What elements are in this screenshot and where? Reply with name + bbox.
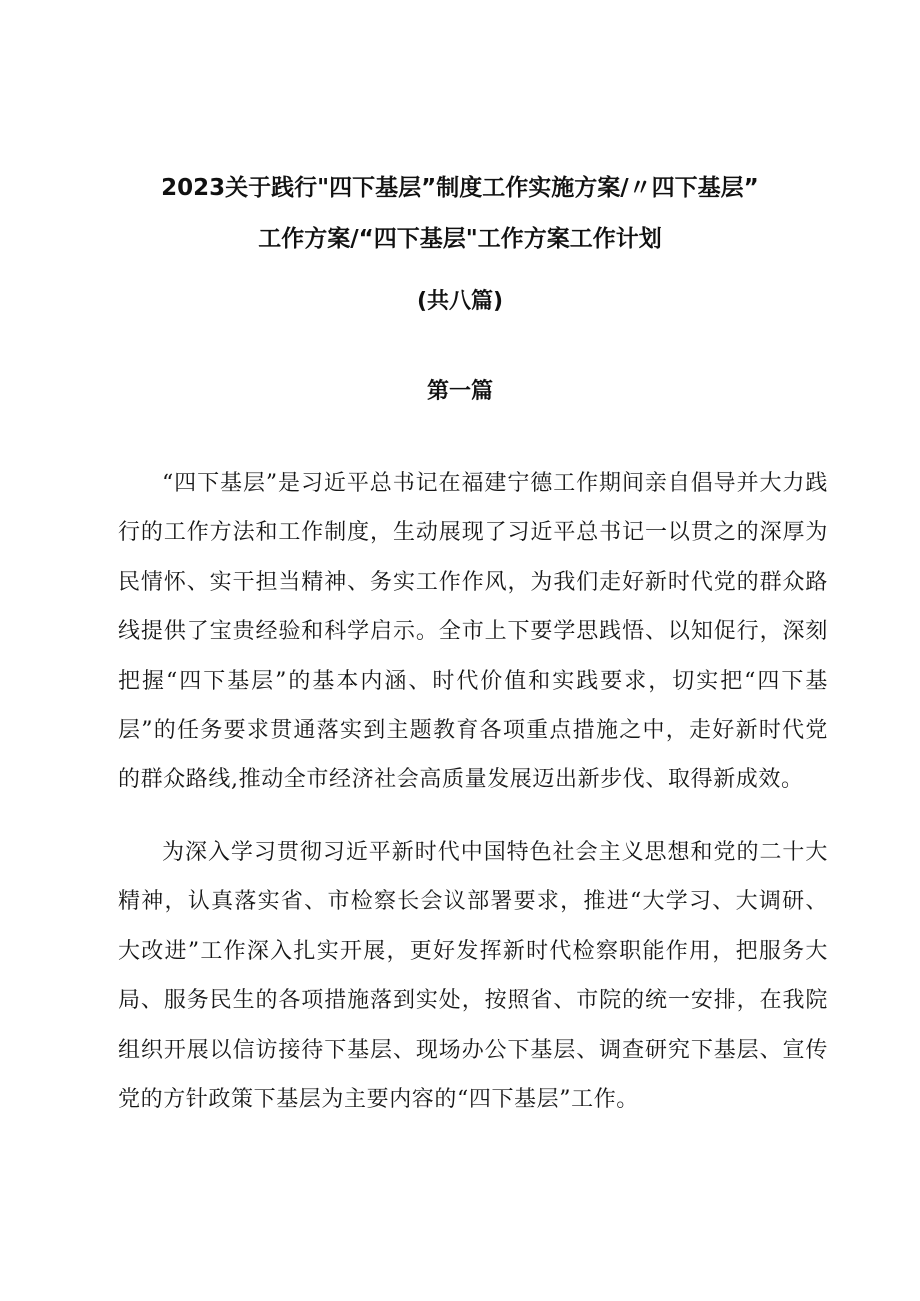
document-title-line-1: 2023关于践行"四下基层”制度工作实施方案/〃四下基层”: [161, 175, 759, 201]
body-paragraph-2: 为深入学习贯彻习近平新时代中国特色社会主义思想和党的二十大精神，认真落实省、市检察长会议部署要求，推进“大学习、大调研、大改进”工作深入扎实开展，更好发挥新时代检察职能作用，把服务大局、服务民生的各项措施落到实处，按照省、市院的统一安排，在我院组织开展以信访接待下基层、现场办公下基层、调查研究下基层、宣传党的方针政策下基层为主要内容的“四下基层”工作。: [118, 840, 828, 1113]
body-paragraph-1: “四下基层”是习近平总书记在福建宁德工作期间亲自倡导并大力践行的工作方法和工作制度，生动展现了习近平总书记一以贯之的深厚为民情怀、实干担当精神、务实工作作风，为我们走好新时代党的群众路线提供了宝贵经验和科学启示。全市上下要学思践悟、以知促行，深刻把握“四下基层”的基本内涵、时代价值和实践要求，切实把“四下基层”的任务要求贯通落实到主题教育各项重点措施之中，走好新时代党的群众路线,推动全市经济社会高质量发展迈出新步伐、取得新成效。: [118, 471, 828, 793]
document-title-count: (共八篇): [416, 289, 504, 314]
document-title-line-2: 工作方案/“四下基层"工作方案工作计划: [258, 226, 662, 252]
section-heading: 第一篇: [426, 379, 493, 404]
